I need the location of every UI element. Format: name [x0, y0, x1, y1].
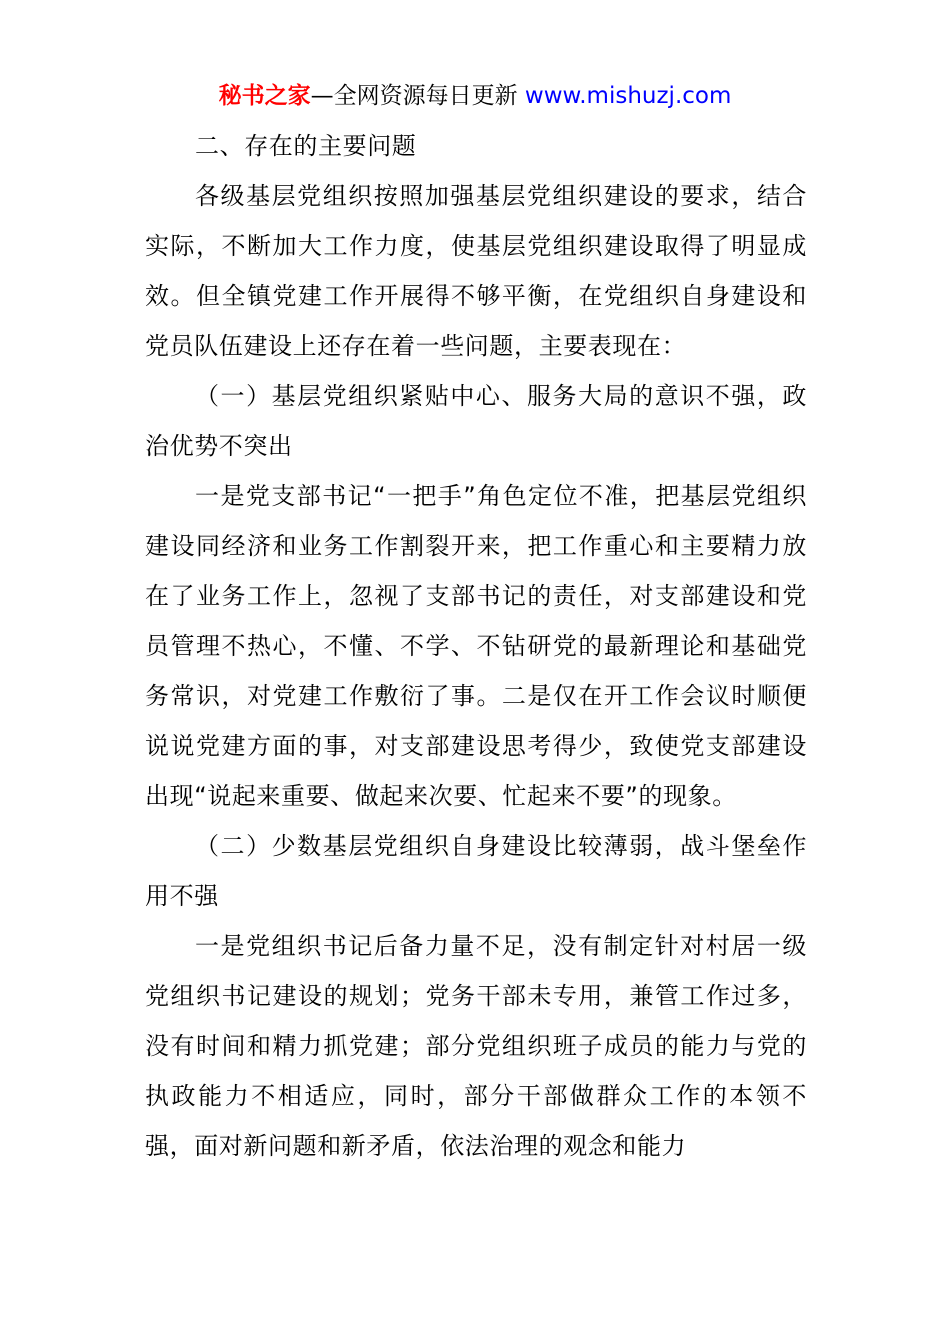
site-tagline: —全网资源每日更新: [310, 83, 525, 109]
site-header: [0, 80, 950, 112]
site-url-link[interactable]: www.mishuzj.com: [524, 83, 732, 109]
document-body: [145, 121, 807, 1171]
body-paragraph: 一是党支部书记“一把手”角色定位不准，把基层党组织建设同经济和业务工作割裂开来，把工作重心和主要精力放在了业务工作上，忽视了支部书记的责任，对支部建设和党员管理不热心，不懂、不学、不钻研党的最新理论和基础党务常识，对党建工作敷衍了事。二是仅在开工作会议时顺便说说党建方面的事，对支部建设思考得少，致使党支部建设出现“说起来重要、做起来次要、忙起来不要”的现象。: [145, 482, 807, 810]
section-heading: 二、存在的主要问题: [195, 132, 417, 160]
subsection-heading: （一）基层党组织紧贴中心、服务大局的意识不强，政治优势不突出: [145, 382, 807, 460]
subsection-heading: （二）少数基层党组织自身建设比较薄弱，战斗堡垒作用不强: [145, 832, 807, 910]
site-brand: 秘书之家: [218, 83, 311, 109]
body-paragraph: 各级基层党组织按照加强基层党组织建设的要求，结合实际，不断加大工作力度，使基层党组织建设取得了明显成效。但全镇党建工作开展得不够平衡，在党组织自身建设和党员队伍建设上还存在着一些问题，主要表现在：: [145, 182, 807, 360]
body-paragraph: 一是党组织书记后备力量不足，没有制定针对村居一级党组织书记建设的规划；党务干部未专用，兼管工作过多，没有时间和精力抓党建；部分党组织班子成员的能力与党的执政能力不相适应，同时，部分干部做群众工作的本领不强，面对新问题和新矛盾，依法治理的观念和能力: [145, 932, 807, 1160]
